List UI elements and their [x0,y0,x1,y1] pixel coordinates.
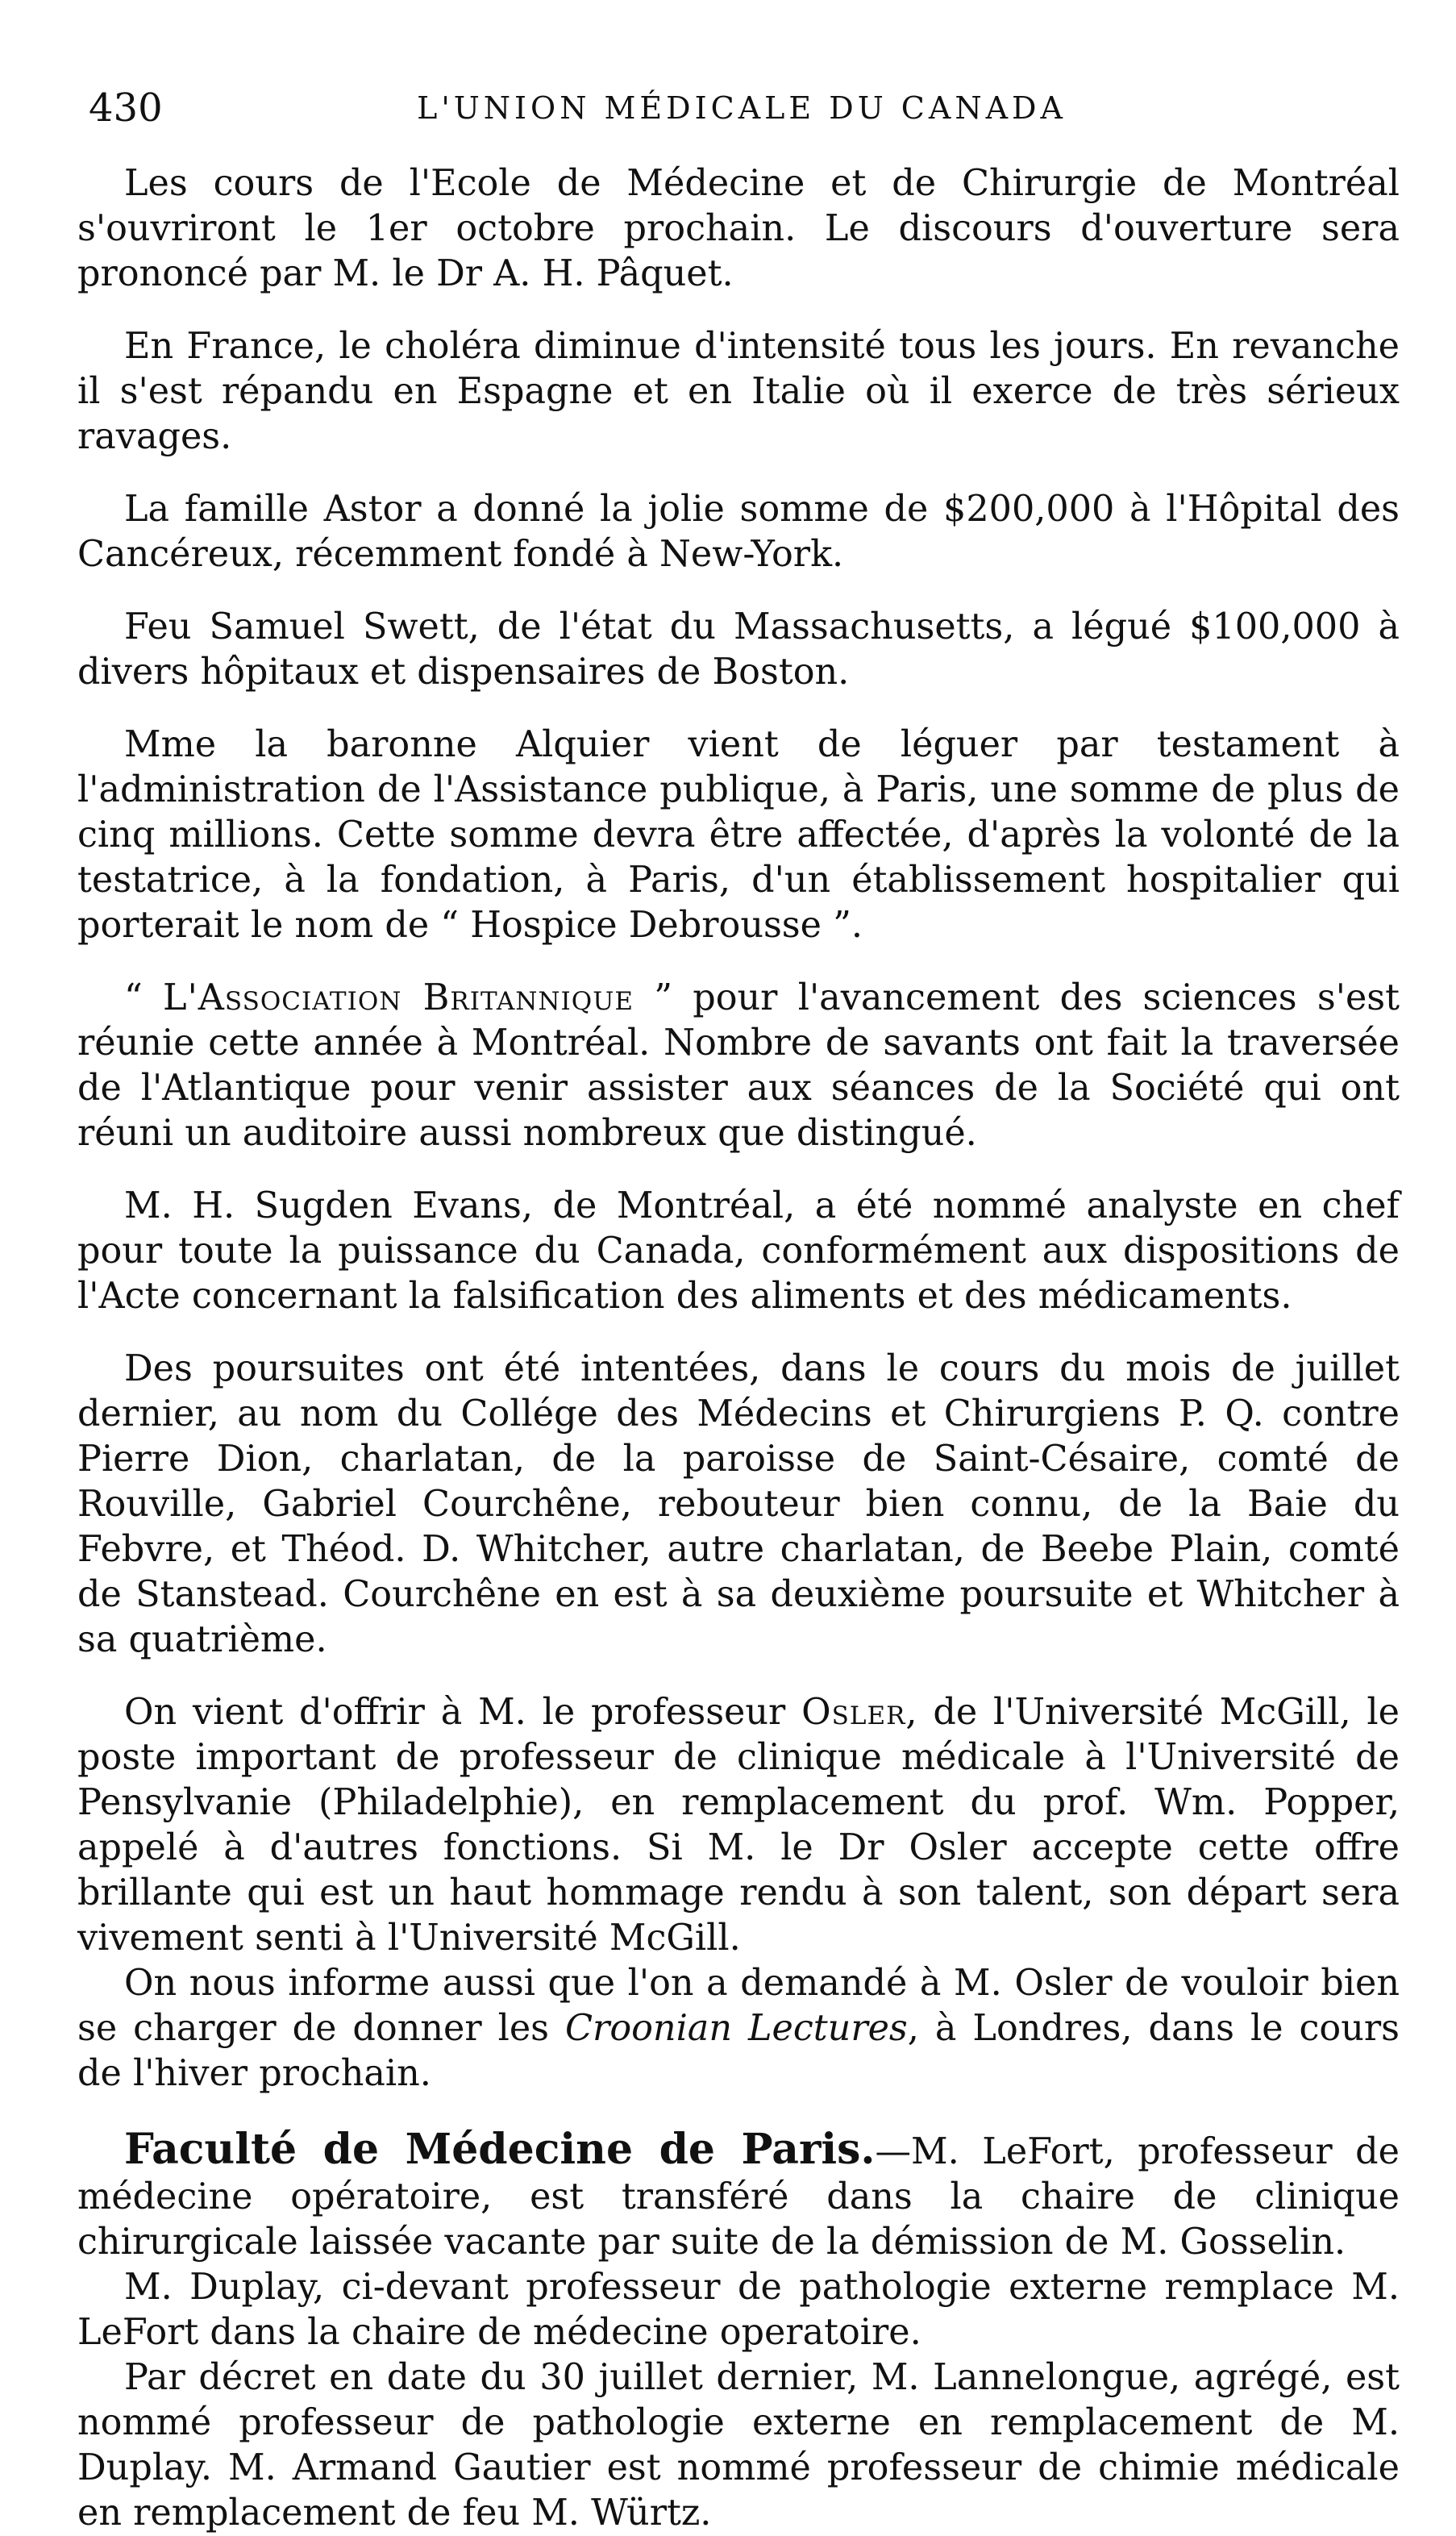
page-header [81,84,1403,132]
paragraph-association-britannique [77,976,1400,1156]
quote-open: “ [124,977,164,1018]
paragraph-baronne-alquier: Mme la baronne Alquier vient de léguer par testament à l'administration de l'Assistance publique, à Paris, une somme de plus de cinq millions. Cette somme devra être affectée, d'après la volonté de la testatrice, à la fondation, à Paris, d'un établissement hospitalier qui porterait le nom de “ Hospice Debrousse ”. [77,724,1400,946]
paragraph-astor: La famille Astor a donné la jolie somme de $200,000 à l'Hôpital des Cancéreux, récemment fondé à New-York. [77,489,1400,575]
osler-text-a: On vient d'offrir à M. le professeur [124,1692,802,1733]
croonian-text-b: , à Londres, dans le cours de l'hiver prochain. [77,2008,1400,2094]
paragraph-swett: Feu Samuel Swett, de l'état du Massachusetts, a légué $100,000 à divers hôpitaux et dispensaires de Boston. [77,606,1400,693]
croonian-title: Croonian Lectures [565,2008,908,2049]
croonian-text-a: On nous informe aussi que l'on a demandé à M. Osler de vouloir bien se charger de donner les [77,1963,1400,2049]
paragraph-duplay: M. Duplay, ci-devant professeur de pathologie externe remplace M. LeFort dans la chaire de médecine operatoire. [77,2267,1400,2353]
faculte-text: —M. LeFort, professeur de médecine opératoire, est transféré dans la chaire de clinique chirurgicale laissée vacante par suite de la démission de M. Gosselin. [77,2131,1400,2263]
paragraph-lannelongue: Par décret en date du 30 juillet dernier, M. Lannelongue, agrégé, est nommé professeur de pathologie externe en remplacement de M. Duplay. M. Armand Gautier est nommé professeur de chimie médicale en remplacement de feu M. Würtz. [77,2357,1400,2534]
osler-name: Osler [801,1692,906,1733]
paragraph-faculte-paris [77,2127,1400,2265]
paragraph-osler [77,1690,1400,1961]
paragraph-ecole-medecine: Les cours de l'Ecole de Médecine et de Chirurgie de Montréal s'ouvriront le 1er octobre prochain. Le discours d'ouverture sera prononcé par M. le Dr A. H. Pâquet. [77,163,1400,294]
paragraph-sugden-evans: M. H. Sugden Evans, de Montréal, a été nommé analyste en chef pour toute la puissance du Canada, conformément aux dispositions de l'Acte concernant la falsification des aliments et des médicaments. [77,1185,1400,1317]
osler-text-b: , de l'Université McGill, le poste important de professeur de clinique médicale à l'Université de Pensylvanie (Philadelphie), en remplacement du prof. Wm. Popper, appelé à d'autres fonctions. Si M. le Dr Osler accepte cette offre brillante qui est un haut hommage rendu à son talent, son départ sera vivement senti à l'Université McGill. [77,1692,1400,1959]
article-body [77,161,1400,2536]
running-title: L'UNION MÉDICALE DU CANADA [417,90,1067,126]
page-number: 430 [89,85,163,131]
section-heading-faculte: Faculté de Médecine de Paris. [124,2125,876,2174]
association-text: ” pour l'avancement des sciences s'est réunie cette année à Montréal. Nombre de savants ont fait la traversée de l'Atlantique pour venir assister aux séances de la Société qui ont réuni un auditoire aussi nombreux que distingué. [77,977,1400,1154]
association-name: L'Association Britannique [163,977,634,1018]
paragraph-croonian [77,1961,1400,2097]
paragraph-poursuites: Des poursuites ont été intentées, dans le cours du mois de juillet dernier, au nom du Collége des Médecins et Chirurgiens P. Q. contre Pierre Dion, charlatan, de la paroisse de Saint-Césaire, comté de Rouville, Gabriel Courchêne, rebouteur bien connu, de la Baie du Febvre, et Théod. D. Whitcher, autre charlatan, de Beebe Plain, comté de Stanstead. Courchêne en est à sa deuxième poursuite et Whitcher à sa quatrième. [77,1348,1400,1660]
paragraph-cholera: En France, le choléra diminue d'intensité tous les jours. En revanche il s'est répandu en Espagne et en Italie où il exerce de très sérieux ravages. [77,326,1400,457]
